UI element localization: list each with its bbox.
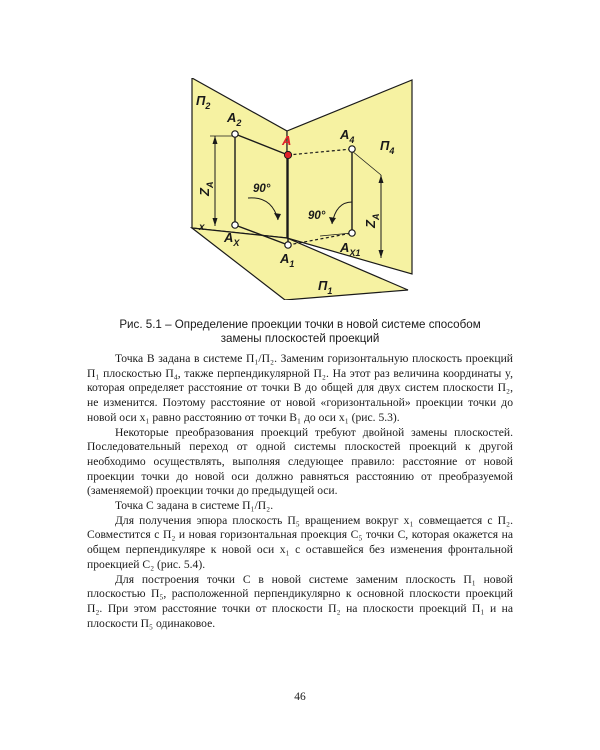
label-a1: $A_1$ xyxy=(280,251,295,269)
label-p1: $П_1$ xyxy=(318,278,333,296)
caption-line-1: Рис. 5.1 – Определение проекции точки в новой системе способом xyxy=(119,318,481,331)
projection-diagram xyxy=(190,78,430,300)
point-a xyxy=(284,151,291,158)
label-ax: $A_X$ xyxy=(224,230,240,248)
label-p2: $П_2$ xyxy=(196,93,211,111)
page-number: 46 xyxy=(294,691,306,703)
label-ax1: $A_{X1}$ xyxy=(340,240,361,258)
label-a: A xyxy=(282,133,292,148)
figure-caption xyxy=(110,318,490,346)
label-za-left: $Z_A$ xyxy=(197,181,215,196)
label-a4: $A_4$ xyxy=(340,127,355,145)
paragraph: Некоторые преобразования проекций требуют двойной замены плоскостей. Последовательный переход от одной системы плоскостей проекций к другой необходимо осуществлять, выполняя следующее правило: расстояние от новой проекции точки до новой оси должно равняться расстоянию от преобразуемой (заменяемой) проекции точки до предыдущей оси. xyxy=(87,425,513,498)
paragraph: Для получения эпюра плоскость П₅ вращением вокруг x₁ совмещается с П₂. Совместится с П₂ и новая горизонтальная проекция С₅ точки С, которая окажется на общем перпендикуляре к новой оси x₁ с оставшейся без изменения фронтальной проекцией С₂ (рис. 5.4). xyxy=(87,513,513,571)
point-a2 xyxy=(232,131,238,137)
point-ax xyxy=(232,222,238,228)
plane-p4 xyxy=(287,80,412,274)
paragraph: Для построения точки С в новой системе заменим плоскость П₁ новой плоскостью П₅, расположенной перпендикулярно к основной плоскости проекций П₂. При этом расстояние точки от плоскости П₂ на плоскости проекций П₁ и на плоскости П₅ одинаковое. xyxy=(87,572,513,630)
label-a2: $A_2$ xyxy=(227,110,242,128)
label-angle-right: 90° xyxy=(308,210,326,222)
point-a1 xyxy=(285,242,291,248)
projection-figure xyxy=(190,78,430,300)
label-x-axis: x xyxy=(199,222,205,233)
paragraph: Точка В задана в системе П₁/П₂. Заменим горизонтальную плоскость проекций П₁ плоскостью П₄, также перпендикулярной П₂. На этот раз величина координаты y, которая определяет расстояние от точки В до общей для двух систем плоскости П₂, не изменится. Поэтому расстояние от новой «горизонтальной» проекции точки до новой оси x₁ равно расстоянию от точки В₁ до оси x₁ (рис. 5.3). xyxy=(87,352,513,424)
body-text xyxy=(87,352,513,631)
point-a4 xyxy=(349,146,355,152)
label-p4: $П_4$ xyxy=(380,138,395,156)
point-ax1 xyxy=(349,230,355,236)
caption-line-2: замены плоскостей проекций xyxy=(220,332,380,345)
label-za-right: $Z_A$ xyxy=(363,213,381,228)
paragraph: Точка С задана в системе П₁/П₂. xyxy=(115,499,274,513)
label-angle-left: 90° xyxy=(253,183,271,195)
